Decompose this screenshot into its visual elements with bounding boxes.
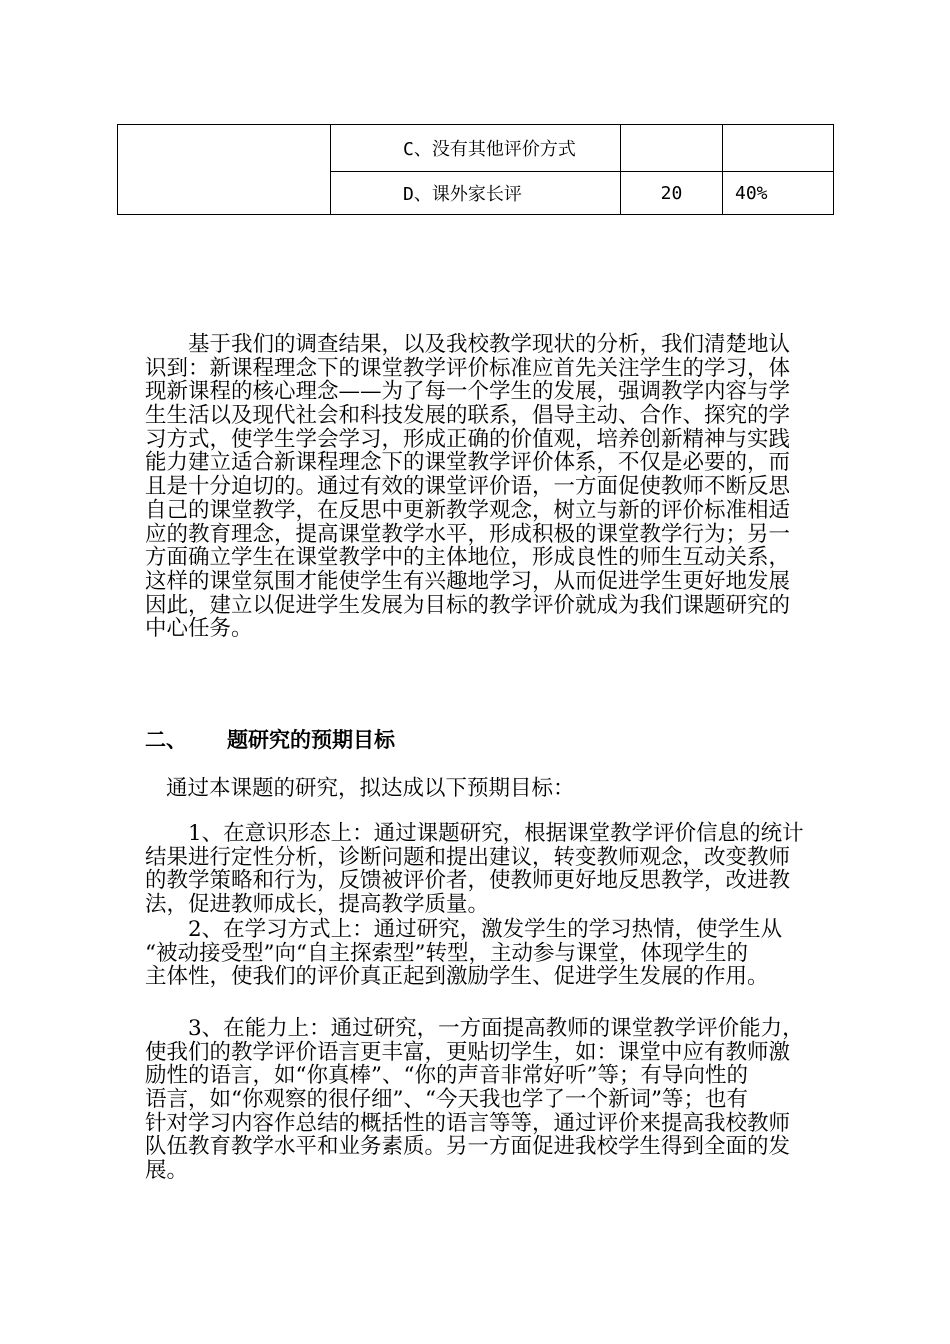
paragraph-line: 现新课程的核心理念——为了每一个学生的发展，强调教学内容与学	[145, 379, 791, 405]
paragraph-line: 语言，如“你观察的很仔细”、“今天我也学了一个新词”等；也有	[145, 1087, 748, 1113]
paragraph-line: 2、在学习方式上：通过研究，激发学生的学习热情，使学生从	[188, 917, 783, 942]
section-title: 题研究的预期目标	[227, 728, 395, 752]
survey-result-table	[117, 124, 834, 215]
paragraph-line: 中心任务。	[145, 616, 253, 642]
paragraph-line: 习方式，使学生学会学习，形成正确的价值观，培养创新精神与实践	[145, 426, 791, 452]
table-cell-percent	[723, 125, 834, 172]
paragraph-line: 励性的语言，如“你真棒”、“你的声音非常好听”等；有导向性的	[145, 1063, 748, 1089]
table-row	[118, 125, 834, 172]
goal-2-paragraph	[145, 918, 782, 989]
section-number: 二、	[145, 728, 187, 752]
paragraph-line: 使我们的教学评价语言更丰富，更贴切学生，如：课堂中应有教师激	[145, 1039, 791, 1065]
paragraph-line: 这样的课堂氛围才能使学生有兴趣地学习，从而促进学生更好地发展	[145, 568, 791, 594]
paragraph-line: 法，促进教师成长，提高教学质量。	[145, 892, 490, 918]
table-cell-count	[621, 125, 723, 172]
table-cell-option: C、没有其他评价方式	[331, 125, 621, 172]
paragraph-line: 队伍教育教学水平和业务素质。另一方面促进我校学生得到全面的发	[145, 1134, 791, 1160]
paragraph-line: 的教学策略和行为，反馈被评价者，使教师更好地反思教学，改进教	[145, 868, 791, 894]
paragraph-line: 通过本课题的研究，拟达成以下预期目标：	[166, 776, 575, 801]
table-cell-option: D、课外家长评	[331, 172, 621, 215]
paragraph-line: 基于我们的调查结果，以及我校教学现状的分析，我们清楚地认	[188, 332, 791, 357]
goal-1-paragraph	[145, 822, 804, 917]
goal-3-paragraph	[145, 1017, 804, 1183]
paragraph-line: 识到：新课程理念下的课堂教学评价标准应首先关注学生的学习，体	[145, 355, 791, 381]
paragraph-line: 应的教育理念，提高课堂教学水平，形成积极的课堂教学行为；另一	[145, 521, 791, 547]
paragraph-line: 主体性，使我们的评价真正起到激励学生、促进学生发展的作用。	[145, 964, 769, 990]
table-cell-percent: 40%	[723, 172, 834, 215]
paragraph-line: 针对学习内容作总结的概括性的语言等等，通过评价来提高我校教师	[145, 1110, 791, 1136]
paragraph-line: “被动接受型”向“自主探索型”转型，主动参与课堂，体现学生的	[145, 940, 748, 966]
paragraph-line: 能力建立适合新课程理念下的课堂教学评价体系，不仅是必要的，而	[145, 450, 791, 476]
paragraph-line: 展。	[145, 1158, 189, 1184]
table-cell-count: 20	[621, 172, 723, 215]
paragraph-line: 因此，建立以促进学生发展为目标的教学评价就成为我们课题研究的	[145, 592, 791, 618]
section-heading	[145, 728, 395, 752]
paragraph-line: 1、在意识形态上：通过课题研究，根据课堂教学评价信息的统计	[188, 821, 804, 846]
paragraph-line: 方面确立学生在课堂教学中的主体地位，形成良性的师生互动关系，	[145, 545, 791, 571]
survey-conclusion-paragraph	[145, 333, 790, 641]
paragraph-line: 且是十分迫切的。通过有效的课堂评价语，一方面促使教师不断反思	[145, 474, 791, 500]
paragraph-line: 结果进行定性分析，诊断问题和提出建议，转变教师观念，改变教师	[145, 844, 791, 870]
paragraph-line: 生生活以及现代社会和科技发展的联系，倡导主动、合作、探究的学	[145, 403, 791, 429]
paragraph-line: 3、在能力上：通过研究，一方面提高教师的课堂教学评价能力，	[188, 1016, 804, 1041]
table-cell-question	[118, 125, 331, 215]
goals-intro	[166, 777, 575, 801]
paragraph-line: 自己的课堂教学，在反思中更新教学观念，树立与新的评价标准相适	[145, 497, 791, 523]
